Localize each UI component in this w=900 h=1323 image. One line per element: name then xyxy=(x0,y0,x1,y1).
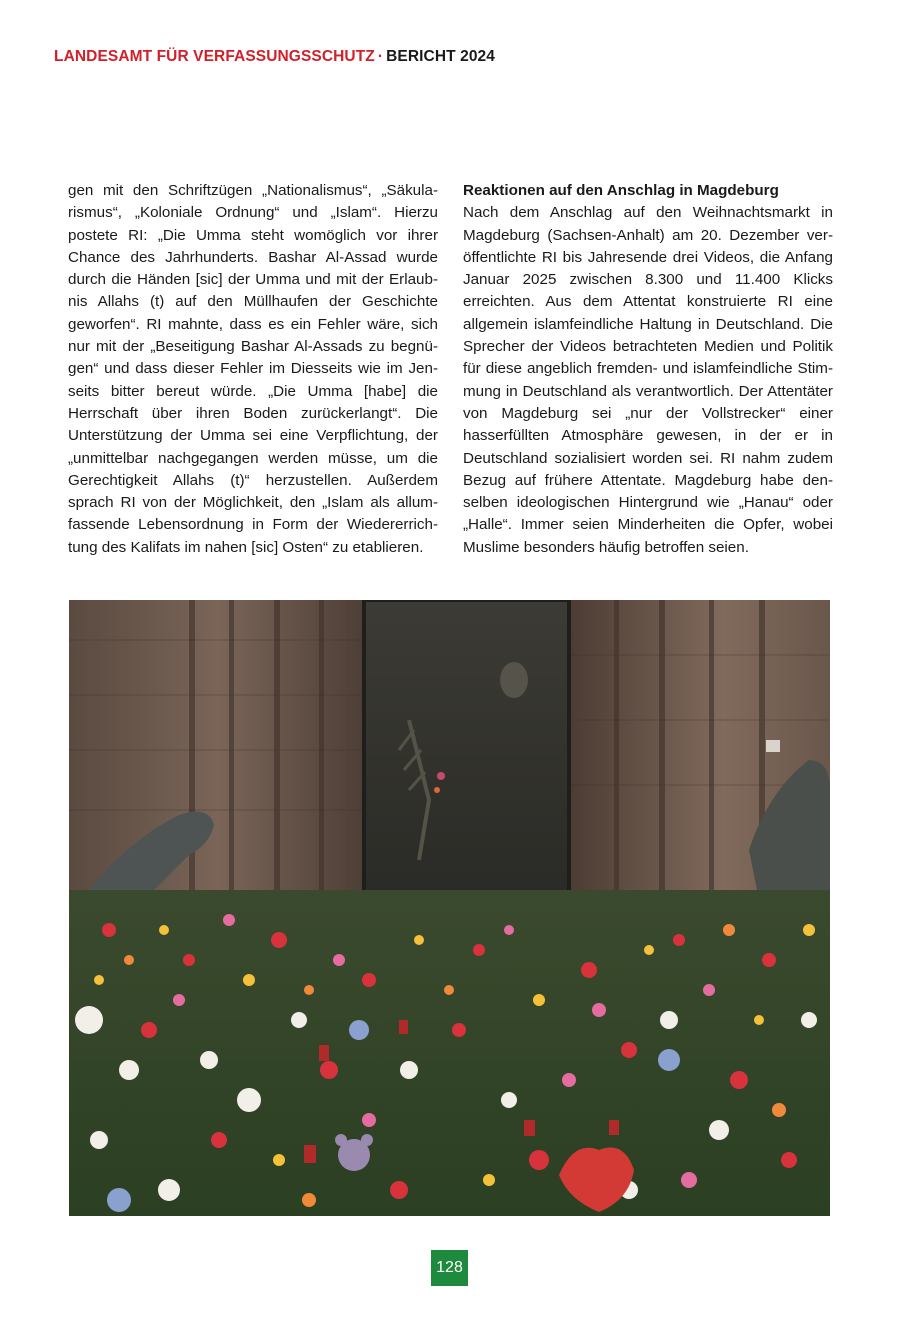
page-number-badge: 128 xyxy=(431,1250,468,1286)
right-column-paragraph: Nach dem Anschlag auf den Weihnachtsmarkt in Magdeburg (Sachsen-Anhalt) am 20. Dezember veröffentlichte RI bis Jahresende drei Videos, die Anfang Januar 2025 zwischen 8.300 und 11.400 Klicks erreichten. Aus dem Attentat konstruierte RI eine allgemein islamfeindliche Haltung in Deutschland. Die Sprecher der Videos betrachteten Medien und Politik für diese angeblich fremden- und islamfeindliche Stimmung in Deutschland als verantwortlich. Der Attentäter von Magdeburg sei „nur der Vollstrecker“ einer hasserfüllten Atmosphäre gewesen, in der er in Deutschland sozialisiert worden sei. RI nahm zudem Bezug auf frühere Attentate. Magdeburg habe denselben ideologischen Hintergrund wie „Hanau“ oder „Halle“. Immer seien Minderheiten die Opfer, wobei Muslime besonders häufig betroffen seien. xyxy=(463,204,833,556)
header-separator: · xyxy=(377,48,384,65)
left-column-paragraph: gen mit den Schriftzügen „Nationalismus“, „Säkularismus“, „Koloniale Ordnung“ und „Islam“. Hierzu postete RI: „Die Umma steht womöglich vor ihrer Chance des Jahrhunderts. Bashar Al-Assad wurde durch die Händen [sic] der Umma und mit der Erlaubnis Allahs (t) auf den Müllhaufen der Geschichte geworfen“. RI mahnte, dass es ein Fehler wäre, sich nur mit der „Beseitigung Bashar Al-Assads zu begnügen“ und dass dieser Fehler im Diesseits wie im Jenseits bitter bereut würde. „Die Umma [habe] die Herrschaft über ihren Boden zurückerlangt“. Die Unterstützung der Umma sei eine Verpflichtung, der „unmittelbar nachgegangen werden müsse, um die Gerechtigkeit Allahs (t)“ herzustellen. Außerdem sprach RI von der Möglichkeit, den „Islam als allumfassende Lebensordnung in Form der Wiedererrichtung des Kalifats im nahen [sic] Osten“ zu etablieren. xyxy=(68,182,438,556)
header-report: BERICHT 2024 xyxy=(386,48,495,65)
header-organization: LANDESAMT FÜR VERFASSUNGSSCHUTZ xyxy=(54,48,375,65)
left-text-column xyxy=(68,180,438,559)
memorial-photo xyxy=(69,600,830,1216)
section-heading: Reaktionen auf den Anschlag in Magdeburg xyxy=(463,182,779,199)
right-text-column xyxy=(463,180,833,559)
running-header xyxy=(54,48,495,66)
